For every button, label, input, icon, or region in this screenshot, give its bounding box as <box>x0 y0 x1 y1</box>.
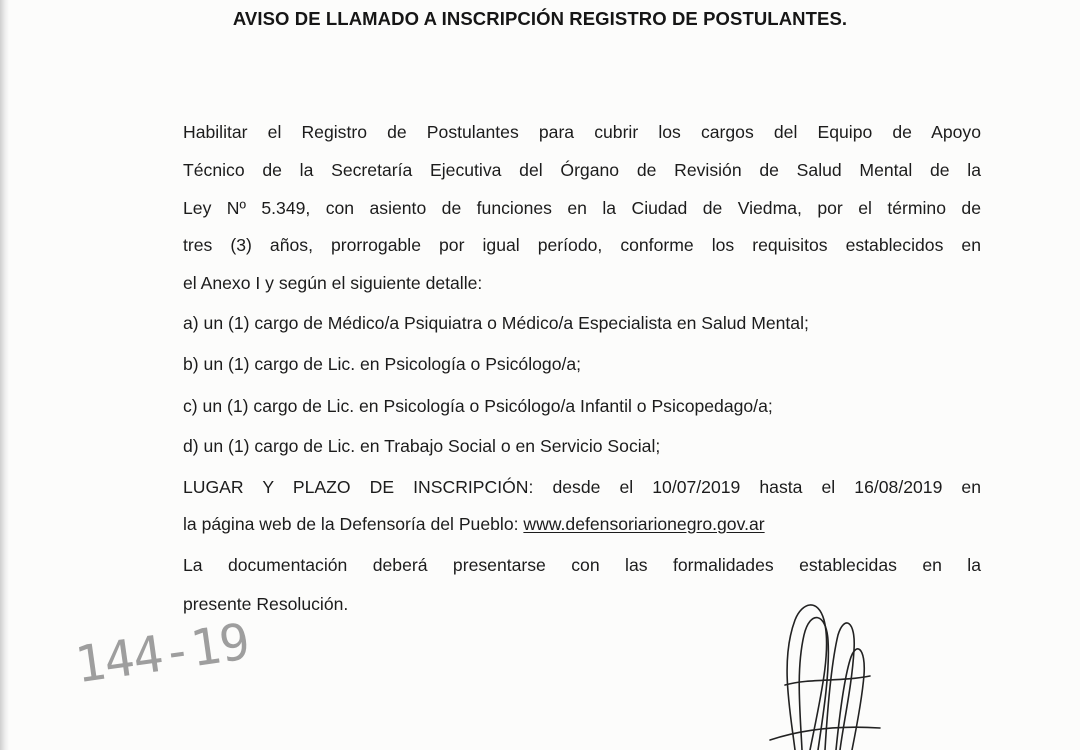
web-line <box>183 514 981 534</box>
handwritten-signature <box>740 590 920 750</box>
body-line: Habilitar el Registro de Postulantes para cubrir los cargos del Equipo de Apoyo <box>183 122 981 142</box>
document-title: AVISO DE LLAMADO A INSCRIPCIÓN REGISTRO DE POSTULANTES. <box>232 8 848 29</box>
body-line: tres (3) años, prorrogable por igual período, conforme los requisitos establecidos en <box>183 235 981 255</box>
registration-deadline: LUGAR Y PLAZO DE INSCRIPCIÓN: desde el 10/07/2019 hasta el 16/08/2019 en <box>183 477 981 497</box>
stamp-number: 144-19 <box>71 612 253 695</box>
website-link[interactable]: www.defensoriarionegro.gov.ar <box>523 514 765 534</box>
list-item-a: a) un (1) cargo de Médico/a Psiquiatra o Médico/a Especialista en Salud Mental; <box>183 313 809 333</box>
body-line: Ley Nº 5.349, con asiento de funciones en la Ciudad de Viedma, por el término de <box>183 198 981 218</box>
web-line-prefix: la página web de la Defensoría del Pueblo: <box>183 514 524 534</box>
list-item-c: c) un (1) cargo de Lic. en Psicología o Psicólogo/a Infantil o Psicopedago/a; <box>183 396 773 416</box>
page-scan-edge <box>0 0 9 750</box>
list-item-d: d) un (1) cargo de Lic. en Trabajo Social o en Servicio Social; <box>183 436 661 456</box>
body-line: el Anexo I y según el siguiente detalle: <box>183 273 483 293</box>
closing-line: presente Resolución. <box>183 594 349 614</box>
body-line: Técnico de la Secretaría Ejecutiva del Órgano de Revisión de Salud Mental de la <box>183 160 981 180</box>
list-item-b: b) un (1) cargo de Lic. en Psicología o Psicólogo/a; <box>183 354 582 374</box>
closing-line: La documentación deberá presentarse con las formalidades establecidas en la <box>183 555 981 575</box>
